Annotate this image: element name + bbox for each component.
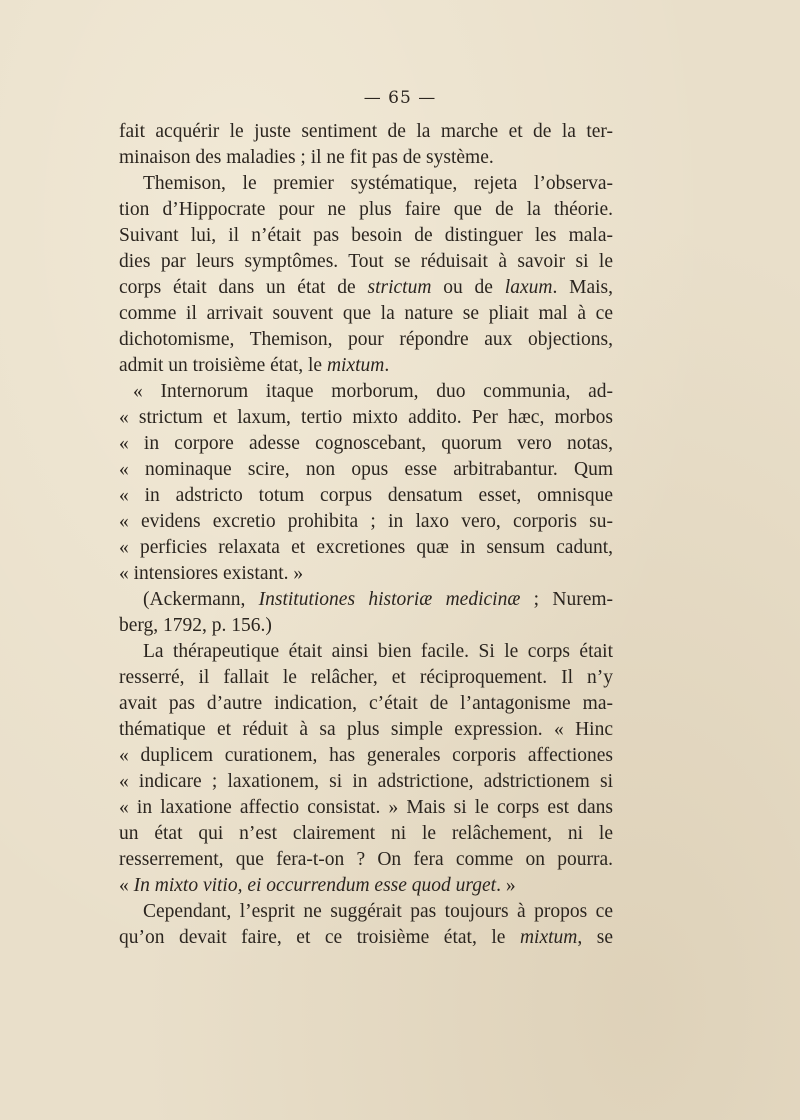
italic-text: strictum bbox=[367, 277, 432, 298]
line-text: (Ackermann, bbox=[143, 589, 259, 610]
line-text: « indicare ; laxationem, si in adstrictione, adstrictionem si bbox=[119, 771, 613, 792]
text-line bbox=[119, 535, 613, 561]
text-line bbox=[119, 717, 613, 743]
text-line bbox=[119, 353, 613, 379]
line-text: dies par leurs symptômes. Tout se réduisait à savoir si le bbox=[119, 251, 613, 272]
text-line bbox=[119, 665, 613, 691]
text-line bbox=[119, 431, 613, 457]
line-text: « in adstricto totum corpus densatum esset, omnisque bbox=[119, 485, 613, 506]
line-text: un état qui n’est clairement ni le relâchement, ni le bbox=[119, 823, 613, 844]
line-text: ; Nurem- bbox=[520, 589, 614, 610]
page-body-text bbox=[119, 119, 613, 951]
text-line bbox=[119, 639, 613, 665]
line-text: ou de bbox=[431, 277, 505, 298]
italic-text: In mixto vitio, ei occurrendum esse quod urget bbox=[133, 875, 497, 896]
text-line bbox=[119, 795, 613, 821]
line-text: resserré, il fallait le relâcher, et réciproquement. Il n’y bbox=[119, 667, 613, 688]
line-text: dichotomisme, Themison, pour répondre aux objections, bbox=[119, 329, 613, 350]
line-text: « intensiores existant. » bbox=[119, 563, 304, 584]
text-line bbox=[119, 743, 613, 769]
line-text: « Internorum itaque morborum, duo communia, ad- bbox=[133, 381, 613, 402]
line-text: « duplicem curationem, has generales corporis affectiones bbox=[119, 745, 613, 766]
text-line bbox=[119, 587, 613, 613]
line-text: resserrement, que fera-t-on ? On fera comme on pourra. bbox=[119, 849, 613, 870]
text-line bbox=[119, 457, 613, 483]
line-text: « evidens excretio prohibita ; in laxo vero, corporis su- bbox=[119, 511, 613, 532]
text-line bbox=[119, 483, 613, 509]
line-text: fait acquérir le juste sentiment de la marche et de la ter- bbox=[119, 121, 613, 142]
italic-text: mixtum bbox=[326, 355, 385, 376]
line-text: « in laxatione affectio consistat. » Mais si le corps est dans bbox=[119, 797, 613, 818]
line-text: « nominaque scire, non opus esse arbitrabantur. Qum bbox=[119, 459, 613, 480]
page-number: — 65 — bbox=[363, 88, 437, 108]
line-text: « in corpore adesse cognoscebant, quorum vero notas, bbox=[119, 433, 613, 454]
line-text: « strictum et laxum, tertio mixto addito. Per hæc, morbos bbox=[119, 407, 613, 428]
line-text: « bbox=[119, 875, 134, 896]
text-line bbox=[119, 405, 613, 431]
line-text: qu’on devait faire, et ce troisième état, le bbox=[119, 927, 520, 948]
line-text: Cependant, l’esprit ne suggérait pas toujours à propos ce bbox=[143, 901, 613, 922]
line-text: , se bbox=[577, 927, 613, 948]
text-line bbox=[119, 613, 613, 639]
line-text: . » bbox=[496, 875, 516, 896]
text-line bbox=[119, 197, 613, 223]
text-line bbox=[119, 119, 613, 145]
text-line bbox=[119, 821, 613, 847]
text-line bbox=[119, 249, 613, 275]
line-text: . bbox=[384, 355, 390, 376]
text-line bbox=[119, 691, 613, 717]
text-line bbox=[119, 873, 613, 899]
line-text: tion d’Hippocrate pour ne plus faire que de la théorie. bbox=[119, 199, 613, 220]
line-text: « perficies relaxata et excretiones quæ in sensum cadunt, bbox=[119, 537, 613, 558]
line-text: thématique et réduit à sa plus simple expression. « Hinc bbox=[119, 719, 613, 740]
text-line bbox=[119, 275, 613, 301]
line-text: comme il arrivait souvent que la nature se pliait mal à ce bbox=[119, 303, 613, 324]
text-line bbox=[119, 769, 613, 795]
text-line bbox=[119, 327, 613, 353]
text-line bbox=[119, 899, 613, 925]
line-text: corps était dans un état de bbox=[119, 277, 368, 298]
text-line bbox=[119, 847, 613, 873]
text-line bbox=[119, 925, 613, 951]
text-line bbox=[119, 145, 613, 171]
line-text: Suivant lui, il n’était pas besoin de distinguer les mala- bbox=[119, 225, 613, 246]
line-text: minaison des maladies ; il ne fit pas de système. bbox=[119, 147, 494, 168]
text-line bbox=[119, 223, 613, 249]
line-text: La thérapeutique était ainsi bien facile. Si le corps était bbox=[143, 641, 613, 662]
line-text: berg, 1792, p. 156.) bbox=[119, 615, 272, 636]
line-text: . Mais, bbox=[552, 277, 614, 298]
line-text: admit un troisième état, le bbox=[119, 355, 327, 376]
text-line bbox=[119, 171, 613, 197]
text-line bbox=[119, 301, 613, 327]
italic-text: Institutiones historiæ medicinæ bbox=[258, 589, 521, 610]
text-line bbox=[119, 509, 613, 535]
italic-text: laxum bbox=[504, 277, 553, 298]
line-text: Themison, le premier systématique, rejeta l’observa- bbox=[143, 173, 613, 194]
italic-text: mixtum bbox=[519, 927, 578, 948]
text-line bbox=[119, 379, 613, 405]
line-text: avait pas d’autre indication, c’était de l’antagonisme ma- bbox=[119, 693, 613, 714]
text-line bbox=[119, 561, 613, 587]
